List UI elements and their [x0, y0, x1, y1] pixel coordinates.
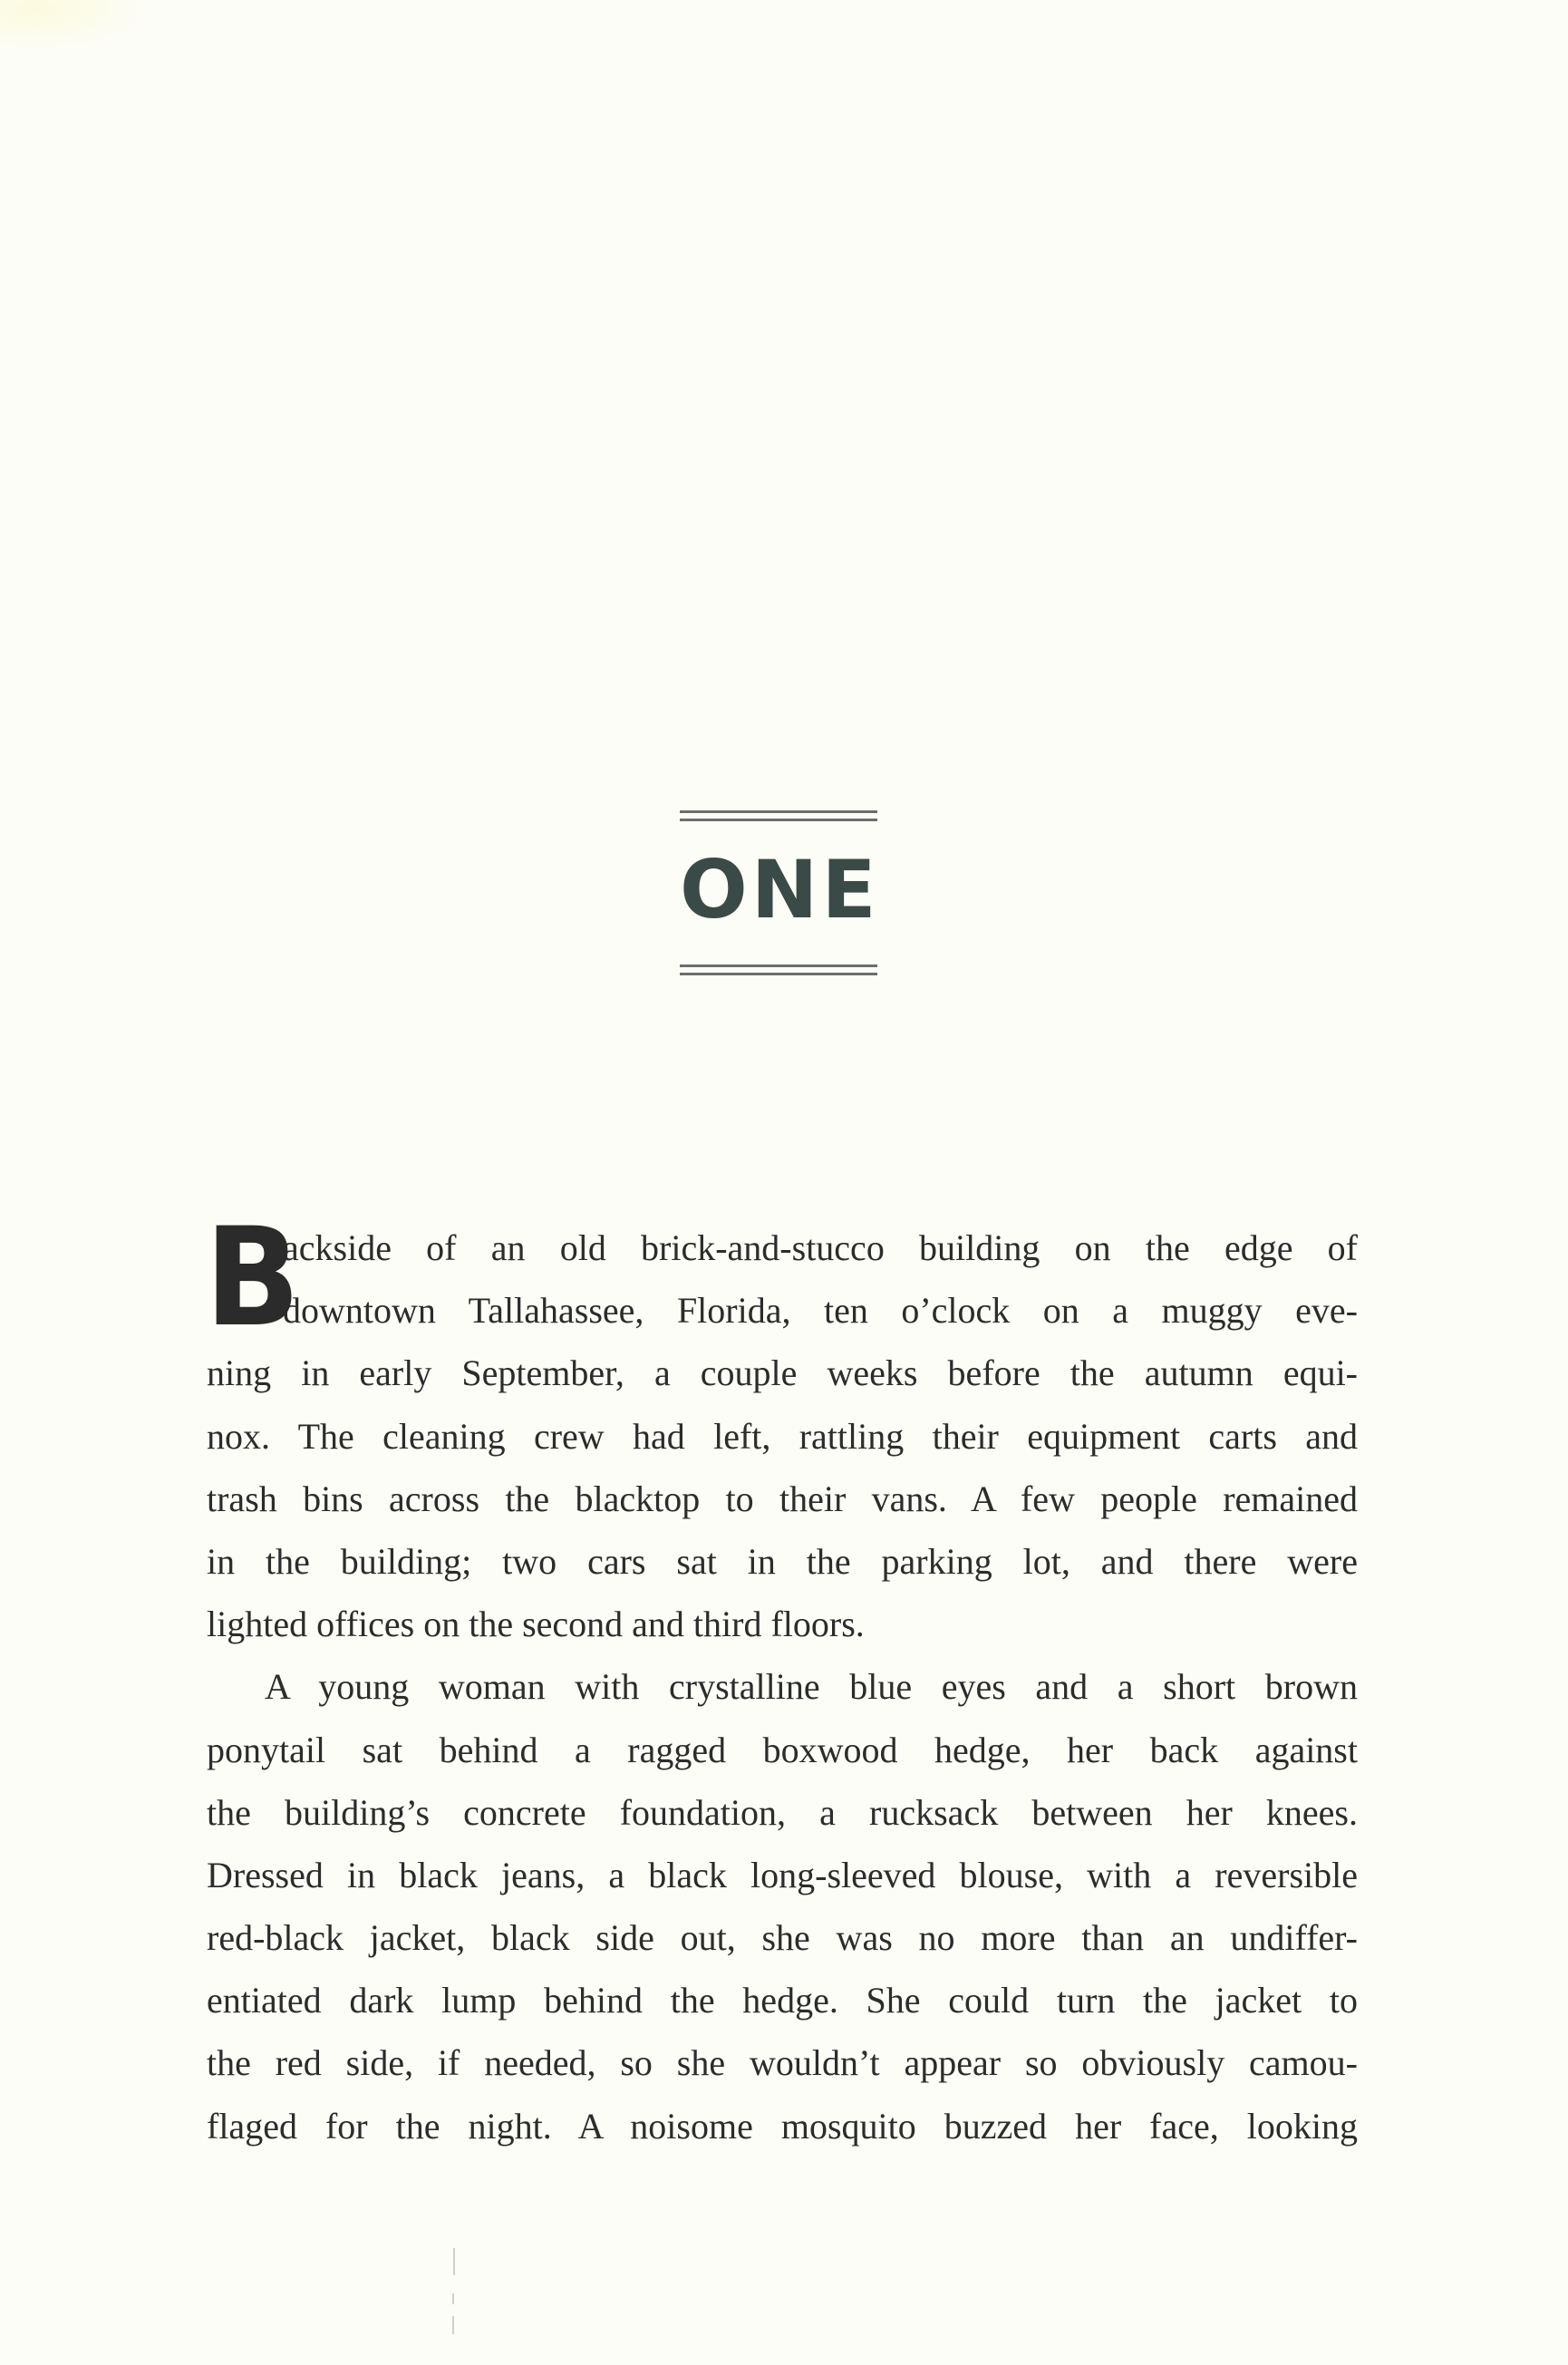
text-line: Dressed in black jeans, a black long-sleeved blouse, with a reversible: [207, 1854, 1358, 1895]
text-line: the red side, if needed, so she wouldn’t appear so obviously camou-: [207, 2042, 1358, 2084]
text-line: the building’s concrete foundation, a rucksack between her knees.: [207, 1791, 1358, 1833]
text-line: ning in early September, a couple weeks before the autumn equi-: [207, 1352, 1358, 1394]
scan-artifact: [452, 2293, 454, 2304]
text-line: trash bins across the blacktop to their vans. A few people remained: [207, 1478, 1358, 1519]
bottom-rule: [680, 973, 877, 975]
text-line: flaged for the night. A noisome mosquito buzzed her face, looking: [207, 2105, 1358, 2147]
text-line: red-black jacket, black side out, she was no more than an undiffer-: [207, 1917, 1358, 1959]
text-line: A young woman with crystalline blue eyes and a short brown: [265, 1666, 1358, 1708]
text-line: in the building; two cars sat in the parking lot, and there were: [207, 1540, 1358, 1582]
text-line: nox. The cleaning crew had left, rattling their equipment carts and: [207, 1415, 1358, 1457]
chapter-body: [205, 1199, 1358, 2157]
text-line: ackside of an old brick-and-stucco building on the edge of: [283, 1227, 1358, 1268]
chapter-title: ONE: [680, 843, 880, 936]
top-rule: [680, 819, 877, 821]
chapter-heading: [680, 809, 880, 977]
text-line: downtown Tallahassee, Florida, ten o’clock on a muggy eve-: [283, 1290, 1358, 1332]
top-rule: [680, 810, 877, 813]
text-line: ponytail sat behind a ragged boxwood hedge, her back against: [207, 1729, 1358, 1770]
text-line: lighted offices on the second and third floors.: [207, 1604, 865, 1645]
scan-artifact: [452, 2316, 454, 2334]
text-line: entiated dark lump behind the hedge. She could turn the jacket to: [207, 1980, 1358, 2021]
drop-cap: B: [205, 1199, 301, 1357]
paragraph-2: [207, 1655, 1358, 2157]
paragraph-1: [205, 1199, 1358, 1655]
scan-artifact: [453, 2248, 455, 2275]
bottom-rule: [680, 964, 877, 967]
